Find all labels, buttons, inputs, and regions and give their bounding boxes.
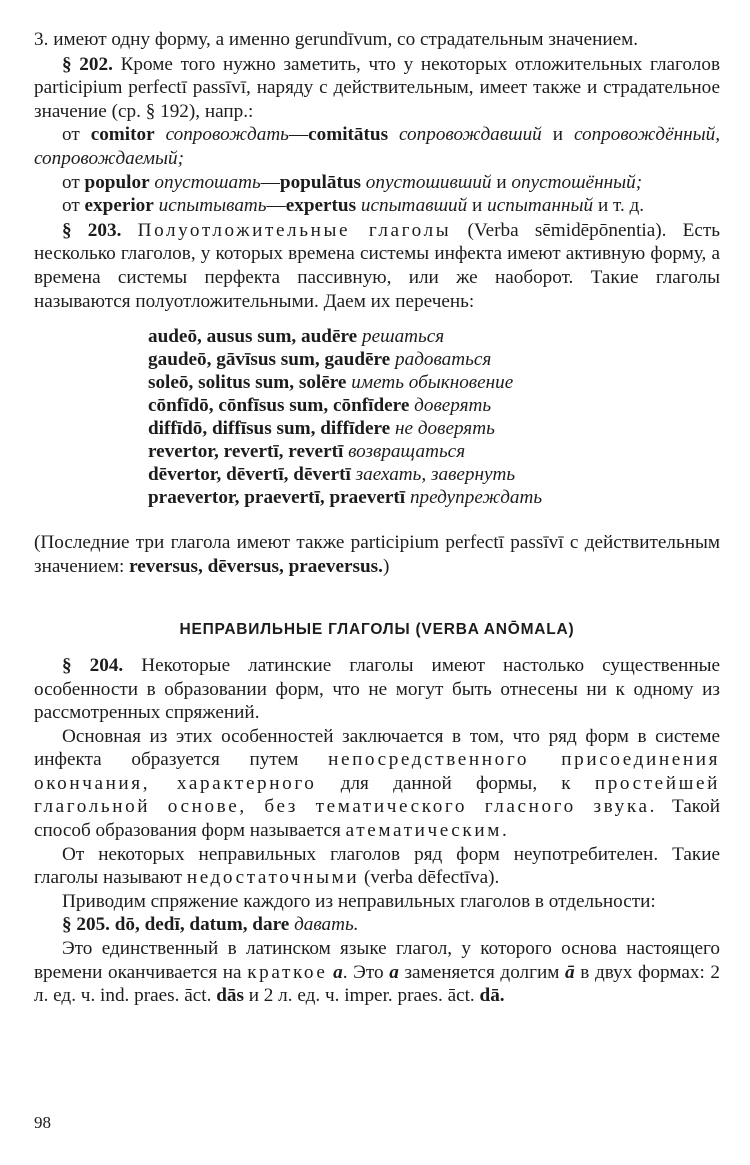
paragraph-defective: От некоторых неправильных глаголов ряд форм неупотребителен. Такие глаголы называют недостаточными (verba dēfectīva). (34, 843, 720, 889)
section-202 (34, 53, 720, 124)
latin-verb: populor (84, 171, 150, 193)
list-item: soleō, solitus sum, solēre иметь обыкновение (148, 372, 514, 394)
section-number: § 203. (62, 219, 122, 241)
example-comitor: от comitor сопровождать—comitātus сопровождавший и сопровождённый, сопровождаемый; (34, 124, 721, 169)
section-204: § 204. Некоторые латинские глаголы имеют настолько существенные особенности в образовании форм, что не могут быть отнесены ни к одному из рассмотренных спряжений. (34, 654, 721, 724)
page-content (34, 28, 720, 1008)
example-populor: от populor опустошать—populātus опустошивший и опустошённый; (62, 171, 643, 193)
section-text: Кроме того нужно заметить, что у некоторых отложительных глаголов participium perfectī passīvī, наряду с действительным, имеет также и страдательное значение (ср. § 192), напр.: (34, 53, 721, 122)
section-number: § 202. (62, 53, 113, 75)
latin-verb: comitor (90, 124, 155, 146)
section-205-title: § 205. dō, dedī, datum, dare давать. (62, 914, 359, 936)
latin-participle: expertus (285, 195, 357, 217)
list-item: diffīdō, diffīsus sum, diffīdere не доверять (148, 418, 495, 440)
page-number: 98 (34, 1113, 51, 1132)
paragraph-intro: Приводим спряжение каждого из неправильных глаголов в отдельности: (62, 890, 656, 912)
semideponent-verb-list (148, 325, 720, 509)
section-203 (34, 219, 720, 313)
latin-participle: populātus (279, 171, 361, 193)
list-item: gaudeō, gāvīsus sum, gaudēre радоваться (148, 349, 492, 371)
section-heading: НЕПРАВИЛЬНЫЕ ГЛАГОЛЫ (VERBA ANŌMALA) (179, 621, 575, 639)
latin-participle: comitātus (308, 124, 389, 146)
list-item: audeō, ausus sum, audēre решаться (148, 326, 445, 348)
section-205-text: Это единственный в латинском языке глагол, у которого основа настоящего времени оканчивается на краткое a. Это a заменяется долгим ā в двух формах: 2 л. ед. ч. ind. praes. āct. dās и 2 л. ед. ч. imper. praes. āct. dā. (34, 938, 721, 1007)
section-text: (Verba sēmidēpōnentia). Есть несколько глаголов, у которых времена системы инфекта имеют активную форму, а времена системы перфекта пассивную, или же наоборот. Такие глаголы называются полуотложительными. Даем их перечень: (34, 219, 721, 312)
list-item: revertor, revertī, revertī возвращаться (148, 441, 466, 463)
list-item: cōnfīdō, cōnfīsus sum, cōnfīdere доверять (148, 395, 492, 417)
list-item: praevertor, praevertī, praevertī предупреждать (148, 487, 543, 509)
closing-note: (Последние три глагола имеют также participium perfectī passīvī с действительным значением: reversus, dēversus, praeversus.) (34, 532, 720, 577)
section-number: § 204. (62, 654, 124, 676)
paragraph-athematic: Основная из этих особенностей заключается в том, что ряд форм в системе инфекта образуется путем непосредственного присоединения окончания, характерного для данной формы, к простейшей глагольной основе, без тематического гласного звука. Такой способ образования форм называется атематическим. (34, 725, 721, 842)
paragraph-1: 3. имеют одну форму, а именно gerundīvum, со страдательным значением. (34, 29, 639, 50)
example-experior: от experior испытывать—expertus испытавший и испытанный и т. д. (62, 195, 645, 217)
section-number: § 205. (62, 914, 110, 936)
list-item: dēvertor, dēvertī, dēvertī заехать, завернуть (148, 464, 516, 486)
spaced-term: Полуотложительные глаголы (137, 219, 452, 241)
latin-verb: experior (84, 195, 154, 217)
